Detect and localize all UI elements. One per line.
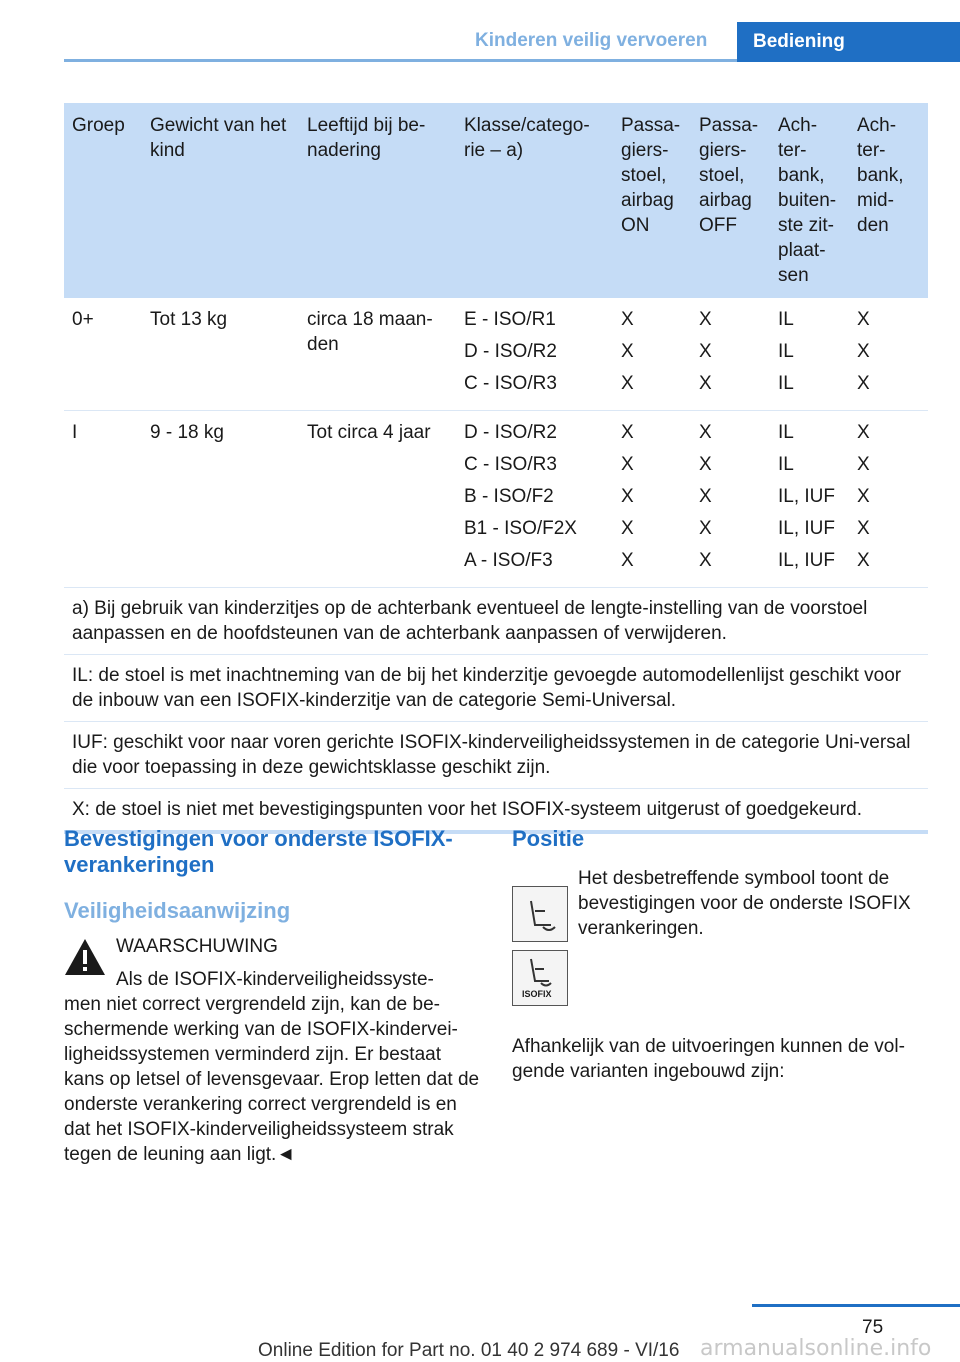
cell-groep: I bbox=[64, 411, 142, 588]
warning-block bbox=[64, 934, 480, 1167]
cell-value: X bbox=[621, 373, 634, 394]
cell-value: X bbox=[621, 486, 634, 507]
cell-value: X bbox=[621, 518, 634, 539]
cell-value: E - ISO/R1 bbox=[464, 309, 556, 330]
header-rule bbox=[64, 59, 737, 62]
table-note: a) Bij gebruik van kinderzitjes op de achterbank eventueel de lengte-instelling van de voorstoel aanpassen en de hoofdsteunen van de achterbank aanpassen of verwijderen. bbox=[64, 588, 928, 655]
cell-gewicht: 9 - 18 kg bbox=[142, 411, 299, 588]
cell-leeftijd: Tot circa 4 jaar bbox=[299, 411, 456, 588]
section-heading: Positie bbox=[512, 826, 585, 851]
cell-value: X bbox=[699, 422, 712, 443]
cell-value: D - ISO/R2 bbox=[464, 422, 557, 443]
isofix-anchor-icon bbox=[512, 886, 568, 942]
cell-value: B1 - ISO/F2X bbox=[464, 518, 577, 539]
cell-value: IL bbox=[778, 341, 794, 362]
cell-value: X bbox=[857, 454, 870, 475]
table-note-row bbox=[64, 722, 928, 789]
cell-value: IL bbox=[778, 454, 794, 475]
warning-title: WAARSCHUWING bbox=[116, 936, 278, 957]
cell-value: X bbox=[857, 550, 870, 571]
header-groep: Groep bbox=[64, 103, 142, 298]
cell-buiten bbox=[770, 298, 849, 411]
cell-value: B - ISO/F2 bbox=[464, 486, 554, 507]
section-tab bbox=[737, 22, 960, 62]
cell-value: X bbox=[857, 341, 870, 362]
cell-leeftijd: circa 18 maan-den bbox=[299, 298, 456, 411]
cell-value: X bbox=[621, 550, 634, 571]
footer-rule bbox=[752, 1304, 960, 1307]
header-midden: Ach-ter-bank, mid-den bbox=[849, 103, 928, 298]
cell-value: IL bbox=[778, 422, 794, 443]
cell-value: X bbox=[857, 518, 870, 539]
cell-value: C - ISO/R3 bbox=[464, 454, 557, 475]
cell-airbag-on bbox=[613, 298, 691, 411]
right-column bbox=[512, 826, 932, 1084]
section-subheading: Veiligheidsaanwijzing bbox=[64, 898, 291, 923]
isofix-icon-label: ISOFIX bbox=[522, 989, 552, 999]
table-row bbox=[64, 298, 928, 411]
cell-value: D - ISO/R2 bbox=[464, 341, 557, 362]
header-airbag-off: Passa-giers-stoel, airbag OFF bbox=[691, 103, 770, 298]
left-column bbox=[64, 826, 480, 1167]
chapter-title: Kinderen veilig vervoeren bbox=[475, 30, 708, 51]
header-leeftijd: Leeftijd bij be-nadering bbox=[299, 103, 456, 298]
cell-klasse bbox=[456, 298, 613, 411]
cell-value: X bbox=[699, 486, 712, 507]
cell-buiten bbox=[770, 411, 849, 588]
symbol-block bbox=[512, 866, 932, 1034]
header-klasse: Klasse/catego-rie – a) bbox=[456, 103, 613, 298]
cell-value: X bbox=[699, 309, 712, 330]
cell-value: X bbox=[857, 373, 870, 394]
cell-value: X bbox=[621, 422, 634, 443]
cell-value: X bbox=[621, 454, 634, 475]
warning-text-first: Als de ISOFIX-kinderveiligheidssyste- bbox=[116, 969, 434, 990]
cell-value: IL bbox=[778, 373, 794, 394]
cell-value: X bbox=[857, 422, 870, 443]
cell-airbag-off bbox=[691, 298, 770, 411]
cell-airbag-off bbox=[691, 411, 770, 588]
table-note-row bbox=[64, 655, 928, 722]
cell-value: X bbox=[699, 341, 712, 362]
section-heading: Bevestigingen voor onderste ISOFIX-verankeringen bbox=[64, 826, 453, 877]
cell-value: X bbox=[857, 309, 870, 330]
cell-value: X bbox=[699, 518, 712, 539]
cell-value: IL, IUF bbox=[778, 518, 836, 539]
cell-gewicht: Tot 13 kg bbox=[142, 298, 299, 411]
table-note-row bbox=[64, 588, 928, 655]
warning-icon bbox=[64, 938, 106, 976]
table-note: IUF: geschikt voor naar voren gerichte ISOFIX-kinderveiligheidssystemen in de categorie Uni-versal die voor toepassing in deze gewichtsklasse geschikt zijn. bbox=[64, 722, 928, 789]
body-text: Afhankelijk van de uitvoeringen kunnen de vol-gende varianten ingebouwd zijn: bbox=[512, 1036, 905, 1082]
isofix-table bbox=[64, 103, 928, 834]
cell-value: X bbox=[621, 309, 634, 330]
page-number: 75 bbox=[862, 1317, 884, 1338]
section-tab-label: Bediening bbox=[753, 31, 845, 52]
watermark: armanualsonline.info bbox=[700, 1336, 932, 1361]
cell-midden bbox=[849, 411, 928, 588]
table-note: X: de stoel is niet met bevestigingspunten voor het ISOFIX-systeem uitgerust of goedgekeurd. bbox=[64, 789, 928, 833]
warning-text: men niet correct vergrendeld zijn, kan de be-schermende werking van de ISOFIX-kindervei-ligheidssystemen verminderd zijn. Er bestaat kans op letsel of levensgevaar. Erop letten dat de onderste verankering correct vergrendeld is en dat het ISOFIX-kinderveiligheidssysteem strak tegen de leuning aan ligt.◄ bbox=[64, 994, 480, 1165]
table-header-row bbox=[64, 103, 928, 298]
page-header bbox=[0, 0, 960, 62]
cell-value: X bbox=[699, 454, 712, 475]
symbol-description: Het desbetreffende symbool toont de bevestigingen voor de onderste ISOFIX verankeringen. bbox=[578, 868, 911, 939]
cell-value: IL, IUF bbox=[778, 550, 836, 571]
cell-value: X bbox=[699, 550, 712, 571]
cell-groep: 0+ bbox=[64, 298, 142, 411]
cell-klasse bbox=[456, 411, 613, 588]
cell-value: X bbox=[621, 341, 634, 362]
isofix-label-icon bbox=[512, 950, 568, 1006]
header-gewicht: Gewicht van het kind bbox=[142, 103, 299, 298]
cell-value: IL, IUF bbox=[778, 486, 836, 507]
cell-airbag-on bbox=[613, 411, 691, 588]
cell-value: C - ISO/R3 bbox=[464, 373, 557, 394]
cell-midden bbox=[849, 298, 928, 411]
header-airbag-on: Passa-giers-stoel, airbag ON bbox=[613, 103, 691, 298]
table-note: IL: de stoel is met inachtneming van de bij het kinderzitje gevoegde automodellenlijst geschikt voor de inbouw van een ISOFIX-kinderzitje van de categorie Semi-Universal. bbox=[64, 655, 928, 722]
cell-value: X bbox=[857, 486, 870, 507]
cell-value: A - ISO/F3 bbox=[464, 550, 553, 571]
cell-value: IL bbox=[778, 309, 794, 330]
cell-value: X bbox=[699, 373, 712, 394]
edition-text: Online Edition for Part no. 01 40 2 974 689 - VI/16 bbox=[258, 1340, 680, 1361]
table-row bbox=[64, 411, 928, 588]
header-buiten: Ach-ter-bank, buiten-ste zit-plaat-sen bbox=[770, 103, 849, 298]
